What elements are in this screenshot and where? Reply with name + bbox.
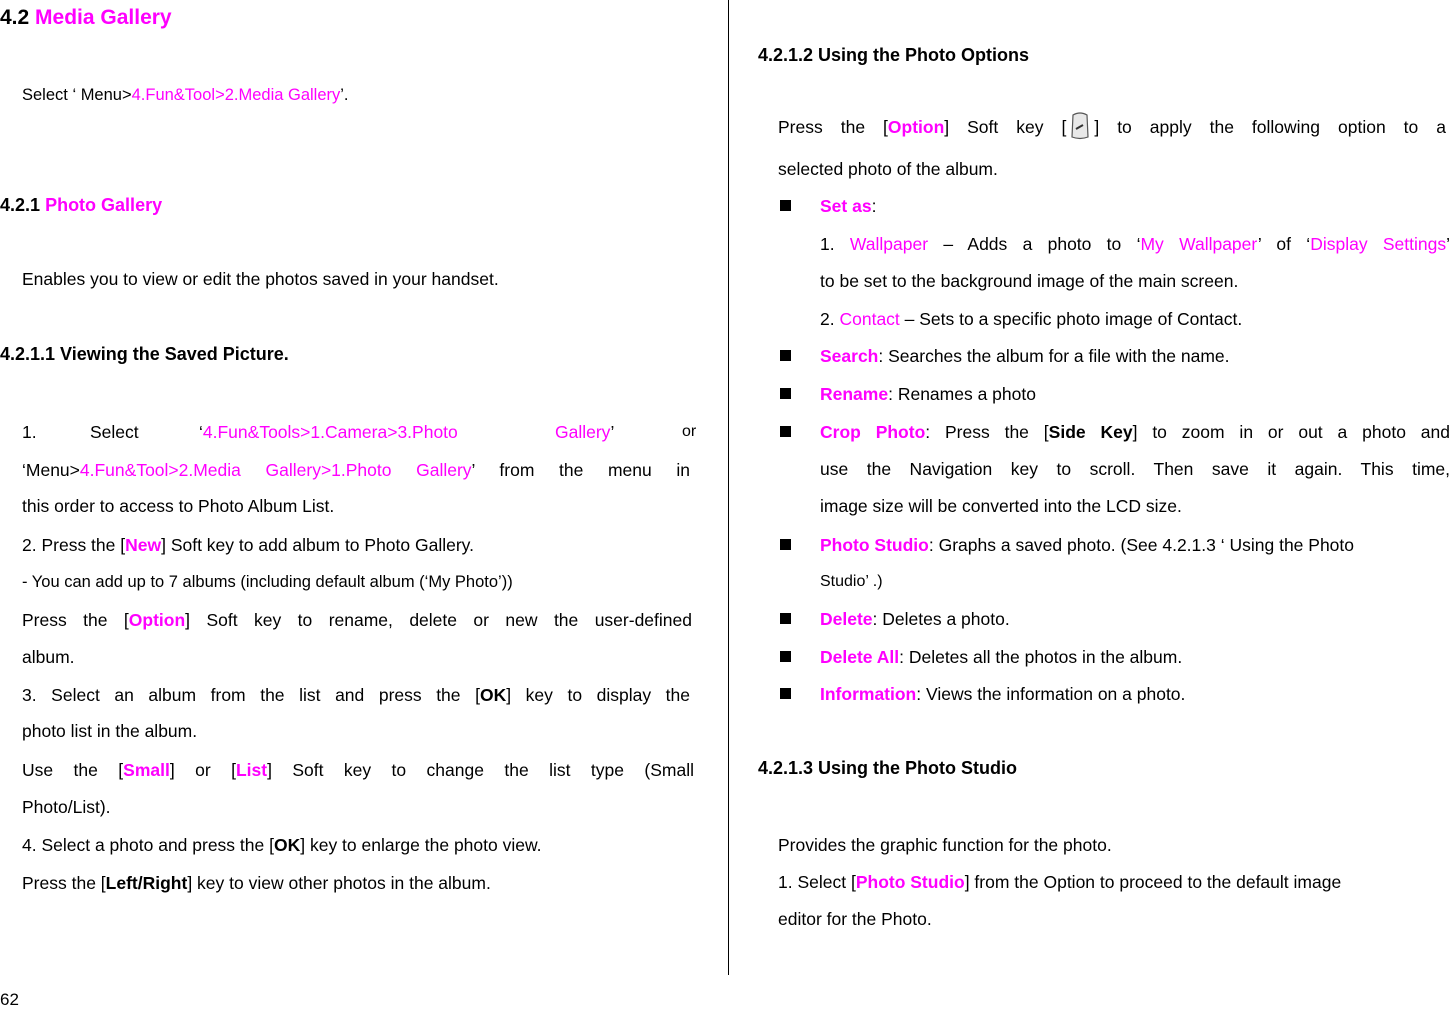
wallpaper-settings: Display Settings: [1310, 234, 1447, 254]
studio-label: Photo Studio: [820, 535, 929, 555]
select-path: 4.Fun&Tool>2.Media Gallery: [131, 86, 341, 104]
rename-item: [820, 382, 1036, 406]
wallpaper-num: 1.: [820, 234, 835, 254]
bullet-icon: [780, 426, 791, 437]
step1-num: 1.: [22, 422, 37, 442]
studio-heading: 4.2.1.3 Using the Photo Studio: [758, 758, 1018, 778]
lr-key: Left/Right: [105, 873, 188, 893]
step1-line3: this order to access to Photo Album List.: [22, 496, 335, 516]
crop-line2: use the Navigation key to scroll. Then save it again. This time,: [820, 459, 1450, 479]
step1-line2-post: ’ from the menu in: [471, 460, 690, 480]
select-instruction: [22, 83, 349, 107]
info-item: [820, 682, 1185, 706]
step1-path-a: 4.Fun&Tools>1.Camera>3.Photo: [202, 422, 458, 442]
press-pre: Press the [: [778, 117, 888, 137]
studio-item: [820, 533, 1354, 557]
softkey-icon: [1068, 111, 1092, 141]
select-prefix: Select ‘ Menu>: [22, 86, 132, 104]
use-small-key: Small: [123, 760, 170, 780]
delete-label: Delete: [820, 609, 873, 629]
setas-label: Set as: [820, 196, 872, 216]
delete-desc: : Deletes a photo.: [872, 609, 1010, 629]
option-pre: Press the [: [22, 610, 129, 630]
lr-pre: Press the [: [22, 873, 106, 893]
enables-text: Enables you to view or edit the photos saved in your handset.: [22, 269, 499, 289]
sel-pre: 1. Select [: [778, 872, 856, 892]
select-studio-line2: editor for the Photo.: [778, 909, 932, 929]
info-label: Information: [820, 684, 917, 704]
step1-line2-pre: ‘Menu>: [22, 460, 80, 480]
step2-note: - You can add up to 7 albums (including default album (‘My Photo’)): [22, 573, 513, 591]
lr-post: ] key to view other photos in the album.: [187, 873, 491, 893]
column-divider: [728, 0, 729, 975]
deleteall-desc: : Deletes all the photos in the album.: [899, 647, 1183, 667]
delete-item: [820, 607, 1010, 631]
step1-quote-open: ‘: [199, 422, 203, 442]
crop-desc-pre: : Press the [: [925, 422, 1049, 442]
step4-pre: 4. Select a photo and press the [: [22, 835, 274, 855]
wallpaper-of: ’ of ‘: [1257, 234, 1311, 254]
search-desc: : Searches the album for a file with the name.: [878, 346, 1230, 366]
search-label: Search: [820, 346, 879, 366]
bullet-icon: [780, 200, 791, 211]
use-list-key: List: [235, 760, 268, 780]
crop-label: Crop Photo: [820, 422, 926, 442]
step1-quote-close: ’: [610, 422, 615, 442]
setas-item: [820, 194, 876, 218]
wallpaper-line2: to be set to the background image of the main screen.: [820, 271, 1239, 291]
viewing-heading: 4.2.1.1 Viewing the Saved Picture.: [0, 344, 289, 364]
setas-colon: :: [871, 196, 877, 216]
step4-post: ] key to enlarge the photo view.: [300, 835, 542, 855]
use-pre: Use the [: [22, 760, 124, 780]
use-mid: ] or [: [169, 760, 236, 780]
step4-key: OK: [273, 835, 301, 855]
page-number: 62: [0, 990, 19, 1009]
select-studio-line1: [778, 870, 1341, 894]
step2: [22, 533, 474, 557]
press-post: ] to apply the following option to a: [1094, 117, 1446, 137]
crop-desc-post: ] to zoom in or out a photo and: [1132, 422, 1450, 442]
contact-label: Contact: [839, 309, 900, 329]
search-item: [820, 344, 1230, 368]
step2-post: ] Soft key to add album to Photo Gallery.: [161, 535, 474, 555]
rename-desc: : Renames a photo: [888, 384, 1036, 404]
step2-key: New: [125, 535, 162, 555]
wallpaper-label: Wallpaper: [849, 234, 929, 254]
step3-post: ] key to display the: [506, 685, 690, 705]
step3-line1: [22, 683, 690, 707]
crop-line1: [820, 420, 1450, 444]
use-line1: [22, 758, 694, 782]
provides-text: Provides the graphic function for the photo.: [778, 835, 1112, 855]
subsection-number: 4.2.1: [0, 195, 41, 215]
bullet-icon: [780, 688, 791, 699]
studio-desc: : Graphs a saved photo. (See 4.2.1.3 ‘ Using the Photo: [928, 535, 1355, 555]
wallpaper-end: ’: [1446, 234, 1450, 254]
rename-label: Rename: [820, 384, 889, 404]
option-post: ] Soft key to rename, delete or new the user-defined: [185, 610, 692, 630]
info-desc: : Views the information on a photo.: [916, 684, 1186, 704]
section-number: 4.2: [0, 6, 30, 29]
step1-line2: [22, 458, 690, 482]
options-heading: 4.2.1.2 Using the Photo Options: [758, 45, 1030, 65]
crop-line3: image size will be converted into the LCD size.: [820, 496, 1182, 516]
use-post: ] Soft key to change the list type (Small: [267, 760, 694, 780]
step3-line2: photo list in the album.: [22, 721, 198, 741]
studio-line2: Studio’ .): [820, 573, 883, 590]
section-title: Media Gallery: [35, 6, 172, 29]
press-mid: ] Soft key [: [944, 117, 1067, 137]
sel-post: ] from the Option to proceed to the default image: [964, 872, 1342, 892]
bullet-icon: [780, 539, 791, 550]
contact-num: 2.: [820, 309, 835, 329]
press-key: Option: [887, 117, 945, 137]
step1-line2-path: 4.Fun&Tool>2.Media Gallery>1.Photo Gallery: [79, 460, 472, 480]
step3-key: OK: [479, 685, 507, 705]
contact-post: – Sets to a specific photo image of Contact.: [899, 309, 1243, 329]
deleteall-item: [820, 645, 1182, 669]
step1-or: or: [682, 423, 697, 440]
section-heading: [0, 6, 172, 30]
step1-path-b: Gallery: [555, 422, 611, 442]
bullet-icon: [780, 613, 791, 624]
step1-select: Select: [90, 422, 139, 442]
option-line2: album.: [22, 647, 75, 667]
bullet-icon: [780, 350, 791, 361]
step4: [22, 833, 542, 857]
select-suffix: ’.: [340, 86, 349, 104]
left-right-line: [22, 871, 491, 895]
wallpaper-mid: – Adds a photo to ‘: [928, 234, 1141, 254]
press-option-line2: selected photo of the album.: [778, 159, 998, 179]
step2-pre: 2. Press the [: [22, 535, 126, 555]
wallpaper-target: My Wallpaper: [1140, 234, 1258, 254]
bullet-icon: [780, 651, 791, 662]
option-line1: [22, 608, 692, 632]
step3-pre: 3. Select an album from the list and press the [: [22, 685, 480, 705]
deleteall-label: Delete All: [820, 647, 900, 667]
option-key: Option: [128, 610, 186, 630]
crop-key: Side Key: [1048, 422, 1133, 442]
press-option-line1: [778, 111, 1446, 141]
subsection-heading: [0, 195, 162, 216]
subsection-title: Photo Gallery: [45, 195, 163, 215]
wallpaper-line1: [820, 232, 1450, 256]
use-line2: Photo/List).: [22, 797, 111, 817]
sel-key: Photo Studio: [855, 872, 965, 892]
contact-line: [820, 307, 1242, 331]
bullet-icon: [780, 388, 791, 399]
